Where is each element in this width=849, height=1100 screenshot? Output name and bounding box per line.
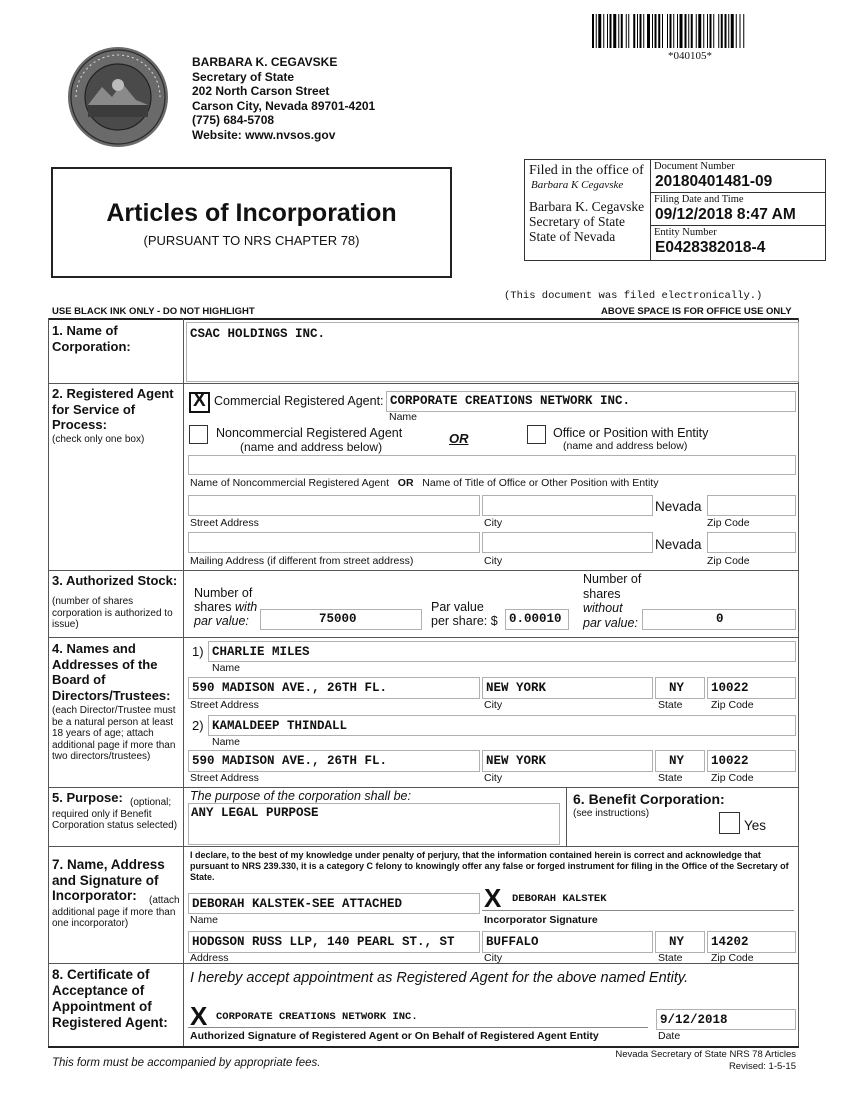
filed-signature: Barbara K Cegavske [531,179,624,191]
noncommercial-name-field[interactable] [188,455,796,475]
office-city: Carson City, Nevada 89701-4201 [192,98,376,113]
incorporator-sig-caption: Incorporator Signature [484,914,598,926]
director1-street-field[interactable] [188,677,480,699]
agent-city-field[interactable] [482,495,653,516]
director1-zip-caption: Zip Code [711,699,754,711]
director2-name-value: KAMALDEEP THINDALL [212,719,348,733]
director1-state-caption: State [658,699,683,711]
s3-title: 3. Authorized Stock: [52,573,178,588]
with-label-4: par value: [194,614,249,628]
corporation-name-field[interactable] [186,322,799,382]
agent-zip-field[interactable] [707,495,796,516]
filing-date-value: 09/12/2018 8:47 AM [655,206,796,223]
par-label-2: per share: $ [431,614,498,628]
nc-caption-1: Name of Noncommercial Registered Agent [190,477,390,489]
benefit-yes-label: Yes [744,818,767,833]
mailing-zip-field[interactable] [707,532,796,553]
shares-without-par-field[interactable] [642,609,796,630]
director2-street-field[interactable] [188,750,480,772]
without-label-3: without [583,601,623,615]
noncommercial-label: Noncommercial Registered Agent [216,426,403,440]
s4-title: 4. Names and Addresses of the Board of Directors/Trustees: [52,641,171,703]
director1-name-field[interactable] [208,641,796,662]
form-reference: Nevada Secretary of State NRS 78 Articles [615,1049,796,1060]
commercial-agent-value: CORPORATE CREATIONS NETWORK INC. [390,394,631,408]
street-caption: Street Address [190,517,259,529]
agent-sig-caption: Authorized Signature of Registered Agent or On Behalf of Registered Agent Entity [190,1030,599,1042]
noncommercial-sub: (name and address below) [240,440,383,454]
doc-number-value: 20180401481-09 [655,173,773,190]
office-position-checkbox[interactable] [527,425,546,444]
incorporator-sig-x: X [484,883,502,913]
incorporator-name-caption: Name [190,914,219,926]
mailing-street-field[interactable] [188,532,480,553]
director2-zip-caption: Zip Code [711,772,754,784]
incorporator-name-field[interactable] [188,893,480,914]
incorporator-city-caption: City [484,952,503,964]
ink-note: USE BLACK INK ONLY - DO NOT HIGHLIGHT [52,306,255,317]
declaration-text: I declare, to the best of my knowledge under penalty of perjury, that the information contained herein is correct and acknowledge that pursuant to NRS 239.330, it is a category C felony to knowingly offer any false or forged instrument for filing in the Office of the Secretary of State. [190,850,789,882]
director1-street-caption: Street Address [190,699,259,711]
director2-state-field[interactable] [655,750,705,772]
entity-number-label: Entity Number [654,227,717,238]
filed-line2: Barbara K. Cegavske [529,199,645,214]
director2-state-value: NY [669,754,685,768]
director1-city-value: NEW YORK [486,681,547,695]
director1-name-caption: Name [212,662,241,674]
filing-stamp [524,159,826,261]
s5-title: 5. Purpose: [52,790,123,805]
director1-zip-value: 10022 [711,681,749,695]
commercial-agent-checkbox[interactable] [189,392,210,413]
with-label-2: shares [194,600,232,614]
incorporator-zip-caption: Zip Code [711,952,754,964]
incorporator-zip-value: 14202 [711,935,749,949]
office-position-label: Office or Position with Entity [553,426,709,440]
without-label-4: par value: [583,615,638,630]
barcode-number: *040105* [668,50,712,62]
director2-number: 2) [192,718,204,733]
acceptance-statement: I hereby accept appointment as Registered Agent for the above named Entity. [190,970,689,986]
par-value-field[interactable] [505,609,569,630]
director1-street-value: 590 MADISON AVE., 26TH FL. [192,681,388,695]
director1-number: 1) [192,644,204,659]
incorporator-address-caption: Address [190,952,229,964]
fees-note: This form must be accompanied by appropriate fees. [52,1057,321,1069]
commercial-check-mark: X [193,390,206,411]
filed-line1: Filed in the office of [529,163,644,178]
incorporator-zip-field[interactable] [707,931,796,953]
incorporator-city-field[interactable] [482,931,653,953]
agent-date-caption: Date [658,1030,681,1042]
office-use-note: ABOVE SPACE IS FOR OFFICE USE ONLY [601,306,792,317]
zip-caption: Zip Code [707,517,750,529]
nc-caption-2: Name of Title of Office or Other Position with Entity [422,477,659,489]
s2-title: 2. Registered Agent for Service of Process: [52,386,174,432]
s2-sub: (check only one box) [52,434,145,445]
mailing-caption: Mailing Address (if different from street address) [190,555,414,567]
director1-state-field[interactable] [655,677,705,699]
nevada-seal-icon [66,45,170,149]
director2-city-caption: City [484,772,503,784]
electronic-note: (This document was filed electronically.) [504,290,763,302]
s6-sub: (see instructions) [573,808,650,819]
office-street: 202 North Carson Street [192,84,330,99]
purpose-prompt: The purpose of the corporation shall be: [190,789,411,803]
director2-state-caption: State [658,772,683,784]
s3-sub: (number of shares corporation is authorized to issue) [52,596,173,630]
director2-name-caption: Name [212,736,241,748]
without-label-1: Number of [583,572,642,586]
filed-line4: State of Nevada [529,229,616,244]
agent-date-value: 9/12/2018 [660,1013,728,1027]
office-name: BARBARA K. CEGAVSKE [192,55,338,69]
form-subtitle: (PURSUANT TO NRS CHAPTER 78) [143,233,360,248]
s4-sub: (each Director/Trustee must be a natural person at least 18 years of age; attach additional page if more than two directors/trustees) [52,705,176,762]
filing-date-label: Filing Date and Time [654,194,744,205]
director1-name-value: CHARLIE MILES [212,645,310,659]
director2-street-caption: Street Address [190,772,259,784]
shares-with-par-field[interactable] [260,609,422,630]
incorporator-state-value: NY [669,935,685,949]
director2-city-value: NEW YORK [486,754,547,768]
barcode [592,14,799,48]
director2-street-value: 590 MADISON AVE., 26TH FL. [192,754,388,768]
office-title: Secretary of State [192,69,295,84]
title-box [51,167,452,278]
incorporator-signature-value: DEBORAH KALSTEK [512,893,607,905]
mailing-city-field[interactable] [482,532,653,553]
director2-zip-value: 10022 [711,754,749,768]
corporation-name-value: CSAC HOLDINGS INC. [190,327,326,341]
with-label-1: Number of [194,586,253,600]
city-caption: City [484,517,503,529]
incorporator-state-caption: State [658,952,683,964]
director2-name-field[interactable] [208,715,796,736]
office-website: Website: www.nvsos.gov [192,127,336,142]
office-position-sub: (name and address below) [563,440,688,452]
s7-title: 7. Name, Address and Signature of Incorporator: [52,857,165,903]
agent-state-value: Nevada [655,499,702,514]
incorporator-name-value: DEBORAH KALSTEK-SEE ATTACHED [192,897,403,911]
commercial-agent-label: Commercial Registered Agent: [214,394,384,408]
or-label: OR [449,431,469,446]
director2-city-field[interactable] [482,750,653,772]
commercial-agent-field[interactable] [386,391,796,412]
nc-caption-or: OR [397,477,414,489]
mailing-city-caption: City [484,555,503,567]
s8-title: 8. Certificate of Acceptance of Appointment of Registered Agent: [52,967,168,1030]
shares-with-par-value: 75000 [319,612,357,626]
benefit-corp-checkbox[interactable] [719,812,740,834]
noncommercial-agent-checkbox[interactable] [189,425,208,444]
agent-name-caption: Name [389,411,418,423]
director1-state-value: NY [669,681,685,695]
incorporator-address-field[interactable] [188,931,480,953]
entity-number-value: E0428382018-4 [655,239,766,256]
agent-date-field[interactable] [656,1009,796,1030]
s5-sub: (optional; required only if Benefit Corporation status selected) [52,797,178,831]
filed-line3: Secretary of State [529,214,625,229]
without-label-2: shares [583,586,621,601]
doc-number-label: Document Number [654,161,735,172]
mailing-zip-caption: Zip Code [707,555,750,567]
purpose-value: ANY LEGAL PURPOSE [191,806,319,820]
director2-zip-field[interactable] [707,750,796,772]
s6-title: 6. Benefit Corporation: [573,791,725,807]
s7-sub: (attach additional page if more than one incorporator) [52,895,180,929]
with-label-3: with [235,600,258,614]
par-label-1: Par value [431,600,484,614]
agent-street-field[interactable] [188,495,480,516]
director1-city-caption: City [484,699,503,711]
form-title: Articles of Incorporation [106,199,397,227]
agent-signature-value: CORPORATE CREATIONS NETWORK INC. [216,1011,418,1023]
office-phone: (775) 684-5708 [192,113,275,128]
nc-name-caption [190,477,658,489]
form-revised: Revised: 1-5-15 [728,1060,796,1072]
par-value-value: 0.00010 [509,612,562,626]
incorporator-address-value: HODGSON RUSS LLP, 140 PEARL ST., ST [192,935,455,949]
s1-title: 1. Name of Corporation: [52,323,131,354]
incorporator-city-value: BUFFALO [486,935,539,949]
purpose-field[interactable] [188,803,560,845]
incorporator-state-field[interactable] [655,931,705,953]
director1-zip-field[interactable] [707,677,796,699]
director1-city-field[interactable] [482,677,653,699]
mailing-state-value: Nevada [655,537,702,552]
shares-without-par-value: 0 [716,612,724,626]
agent-sig-x: X [190,1001,208,1031]
